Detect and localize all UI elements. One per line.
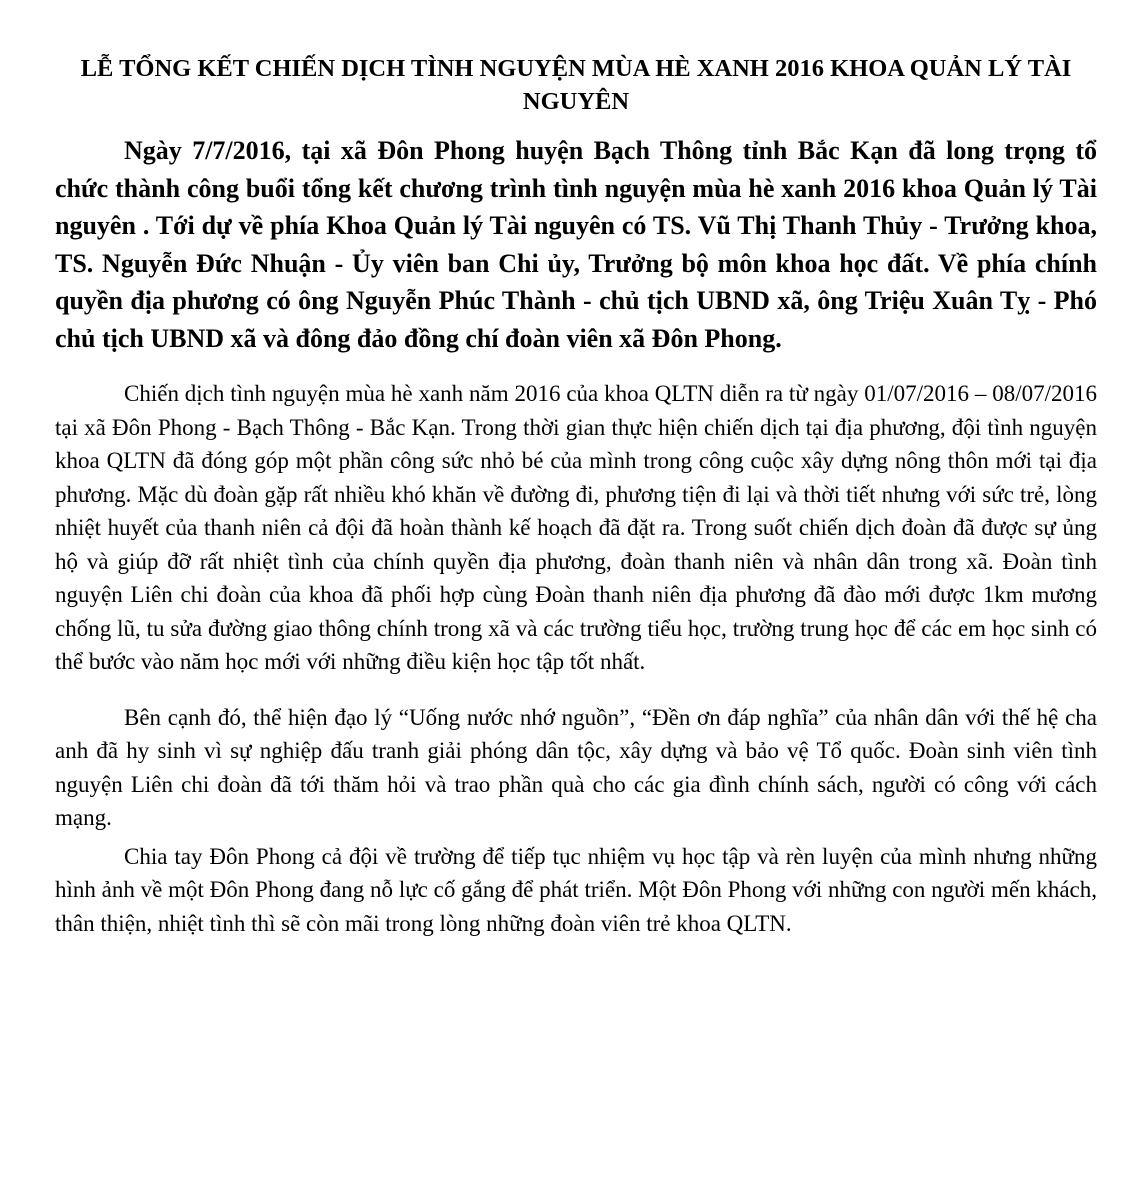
document-page [55,52,1097,940]
body-paragraph-3: Chia tay Đôn Phong cả đội về trường để tiếp tục nhiệm vụ học tập và rèn luyện của mình nhưng những hình ảnh về một Đôn Phong đang nỗ lực cố gắng để phát triển. Một Đôn Phong với những con người mến khách, thân thiện, nhiệt tình thì sẽ còn mãi trong lòng những đoàn viên trẻ khoa QLTN. [55,843,1097,936]
lead-paragraph: Ngày 7/7/2016, tại xã Đôn Phong huyện Bạch Thông tỉnh Bắc Kạn đã long trọng tổ chức thành công buổi tổng kết chương trình tình nguyện mùa hè xanh 2016 khoa Quản lý Tài nguyên . Tới dự về phía Khoa Quản lý Tài nguyên có TS. Vũ Thị Thanh Thủy - Trưởng khoa, TS. Nguyễn Đức Nhuận - Ủy viên ban Chi ủy, Trưởng bộ môn khoa học đất. Về phía chính quyền địa phương có ông Nguyễn Phúc Thành - chủ tịch UBND xã, ông Triệu Xuân Tỵ - Phó chủ tịch UBND xã và đông đảo đồng chí đoàn viên xã Đôn Phong. [55,136,1097,353]
body-paragraph-1: Chiến dịch tình nguyện mùa hè xanh năm 2016 của khoa QLTN diễn ra từ ngày 01/07/2016 – 08/07/2016 tại xã Đôn Phong - Bạch Thông - Bắc Kạn. Trong thời gian thực hiện chiến dịch tại địa phương, đội tình nguyện khoa QLTN đã đóng góp một phần công sức nhỏ bé của mình trong công cuộc xây dựng nông thôn mới tại địa phương. Mặc dù đoàn gặp rất nhiều khó khăn về đường đi, phương tiện đi lại và thời tiết nhưng với sức trẻ, lòng nhiệt huyết của thanh niên cả đội đã hoàn thành kế hoạch đã đặt ra. Trong suốt chiến dịch đoàn đã được sự ủng hộ và giúp đỡ rất nhiệt tình của chính quyền địa phương, đoàn thanh niên và nhân dân trong xã. Đoàn tình nguyện Liên chi đoàn của khoa đã phối hợp cùng Đoàn thanh niên địa phương đã đào mới được 1km mương chống lũ, tu sửa đường giao thông chính trong xã và các trường tiểu học, trường trung học để các em học sinh có thể bước vào năm học mới với những điều kiện học tập tốt nhất. [55,381,1097,674]
body-paragraph-2: Bên cạnh đó, thể hiện đạo lý “Uống nước nhớ nguồn”, “Đền ơn đáp nghĩa” của nhân dân với thế hệ cha anh đã hy sinh vì sự nghiệp đấu tranh giải phóng dân tộc, xây dựng và bảo vệ Tổ quốc. Đoàn sinh viên tình nguyện Liên chi đoàn đã tới thăm hỏi và trao phần quà cho các gia đình chính sách, người có công với cách mạng. [55,704,1097,830]
document-title: LỄ TỔNG KẾT CHIẾN DỊCH TÌNH NGUYỆN MÙA HÈ XANH 2016 KHOA QUẢN LÝ TÀI NGUYÊN [80,55,1072,115]
